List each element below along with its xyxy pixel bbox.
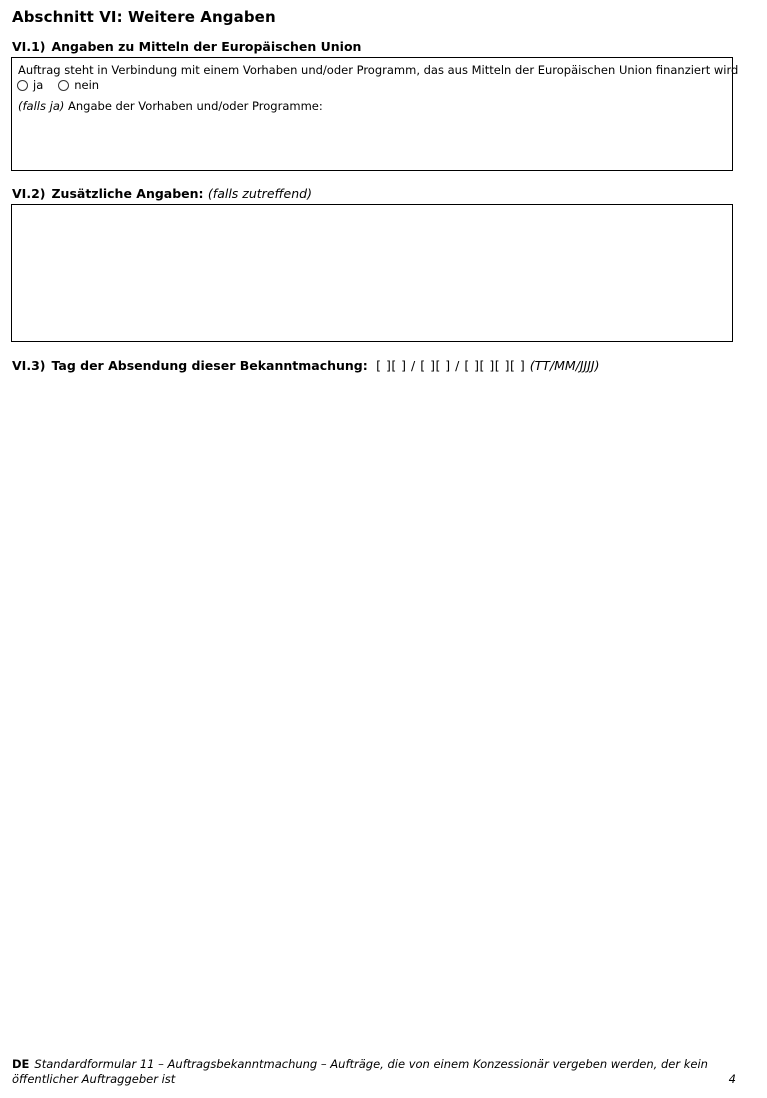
vi1-programmes bbox=[18, 99, 323, 113]
radio-ja-label: ja bbox=[33, 78, 44, 92]
vi2-note: (falls zutreffend) bbox=[207, 186, 312, 201]
vi2-number: VI.2) bbox=[12, 186, 46, 201]
vi1-question: Auftrag steht in Verbindung mit einem Vorhaben und/oder Programm, das aus Mitteln der Europäischen Union finanziert wird bbox=[18, 63, 739, 77]
page-footer bbox=[12, 1057, 736, 1087]
footer-lang: DE bbox=[12, 1057, 30, 1071]
vi3-date-brackets[interactable]: [ ][ ] / [ ][ ] / [ ][ ][ ][ ] bbox=[376, 358, 526, 373]
radio-nein-label: nein bbox=[74, 78, 100, 92]
vi1-heading bbox=[12, 39, 361, 54]
vi2-heading bbox=[12, 186, 312, 201]
vi3-number: VI.3) bbox=[12, 358, 46, 373]
footer-text: Standardformular 11 – Auftragsbekanntmachung – Aufträge, die von einem Konzessionär vergeben werden, der kein öffentlicher Auftraggeber ist bbox=[12, 1057, 708, 1086]
vi2-text-area[interactable] bbox=[11, 204, 733, 342]
radio-nein[interactable] bbox=[58, 80, 69, 91]
page-number: 4 bbox=[728, 1072, 736, 1086]
vi3-date-fields[interactable] bbox=[376, 358, 599, 373]
section-title: Abschnitt VI: Weitere Angaben bbox=[12, 8, 276, 26]
vi1-box bbox=[11, 57, 739, 171]
vi1-radio-group bbox=[17, 78, 114, 92]
vi3-heading bbox=[12, 358, 600, 373]
vi1-programmes-label: Angabe der Vorhaben und/oder Programme: bbox=[68, 99, 323, 113]
vi3-heading-text: Tag der Absendung dieser Bekanntmachung: bbox=[51, 358, 368, 373]
vi2-heading-text: Zusätzliche Angaben: bbox=[51, 186, 204, 201]
vi1-heading-text: Angaben zu Mitteln der Europäischen Union bbox=[51, 39, 362, 54]
vi3-date-format: (TT/MM/JJJJ) bbox=[529, 358, 600, 373]
radio-ja[interactable] bbox=[17, 80, 28, 91]
vi1-programmes-prefix: (falls ja) bbox=[18, 99, 65, 113]
vi1-number: VI.1) bbox=[12, 39, 46, 54]
